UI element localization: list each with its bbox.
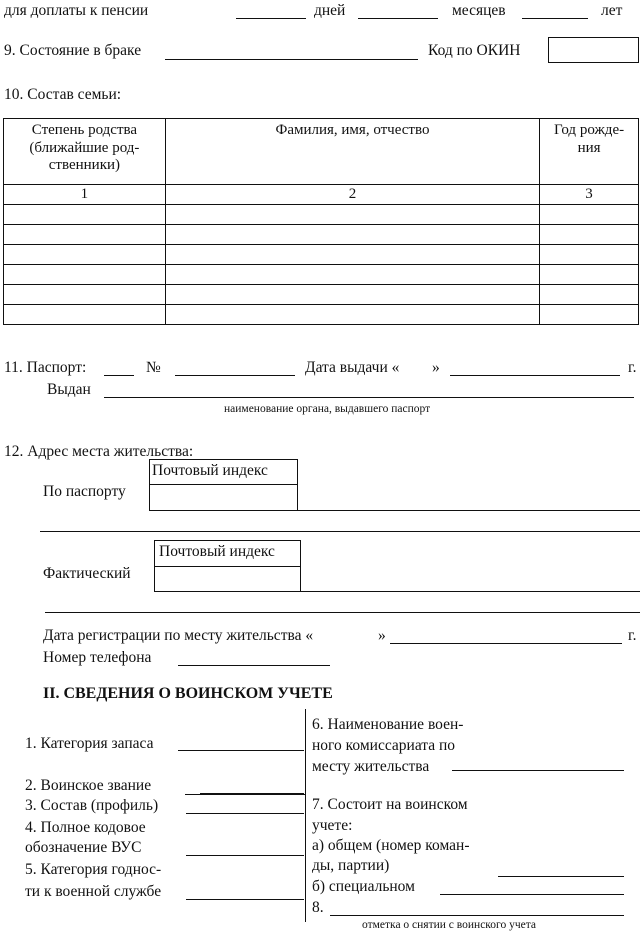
years-field[interactable] xyxy=(522,18,588,19)
military-rank-field[interactable] xyxy=(200,793,304,794)
fitness-label-line1: 5. Категория годнос- xyxy=(25,861,162,878)
section-horizontal-divider xyxy=(185,794,305,795)
postal-index-label: Почтовый индекс xyxy=(159,543,275,560)
postal-index-input-passport[interactable] xyxy=(151,486,296,509)
kinship-header-line: Степень родства xyxy=(31,122,138,138)
commissariat-field[interactable] xyxy=(452,770,624,771)
deregistration-mark-field[interactable] xyxy=(330,915,624,916)
column-number: 2 xyxy=(165,185,539,205)
column-numbers-row xyxy=(4,185,639,205)
phone-field[interactable] xyxy=(178,665,330,666)
fullname-cell[interactable] xyxy=(165,305,539,325)
issue-year-suffix: г. xyxy=(628,359,637,376)
registration-quote-close: » xyxy=(378,627,386,644)
issue-date-quote-close: » xyxy=(432,359,440,376)
kinship-header-line: ственники) xyxy=(48,157,121,174)
actual-address-field[interactable] xyxy=(301,591,640,592)
family-label: 10. Состав семьи: xyxy=(4,86,122,103)
marital-status-field[interactable] xyxy=(165,59,418,60)
kinship-cell[interactable] xyxy=(4,205,166,225)
okin-label: Код по ОКИН xyxy=(428,42,521,59)
table-row xyxy=(4,245,639,265)
family-table xyxy=(3,118,639,325)
birthyear-cell[interactable] xyxy=(540,265,639,285)
issued-by-caption: наименование органа, выдавшего паспорт xyxy=(224,403,431,415)
registration-date-field[interactable] xyxy=(390,643,622,644)
general-registration-field[interactable] xyxy=(498,876,624,877)
months-field[interactable] xyxy=(358,18,438,19)
passport-address-field-line2[interactable] xyxy=(40,531,640,532)
registration-year-suffix: г. xyxy=(628,627,637,644)
issued-by-label: Выдан xyxy=(47,381,91,398)
fullname-header-line: Фамилия, имя, отчество xyxy=(275,122,430,138)
fitness-field[interactable] xyxy=(186,899,304,900)
section-vertical-divider xyxy=(305,709,306,922)
birthyear-cell[interactable] xyxy=(540,205,639,225)
fitness-label-line2: ти к военной службе xyxy=(25,883,162,900)
postal-index-divider xyxy=(149,484,298,485)
table-row xyxy=(4,285,639,305)
okin-code-box[interactable] xyxy=(548,37,639,63)
kinship-cell[interactable] xyxy=(4,265,166,285)
fullname-cell[interactable] xyxy=(165,245,539,265)
commissariat-label-line1: 6. Наименование воен- xyxy=(312,716,464,733)
col-fullname-header xyxy=(165,119,539,185)
column-number: 1 xyxy=(4,185,166,205)
birthyear-cell[interactable] xyxy=(540,245,639,265)
special-registration-label: б) специальном xyxy=(312,878,415,895)
phone-label: Номер телефона xyxy=(43,649,152,666)
birthyear-header-line: ния xyxy=(577,139,601,156)
days-label: дней xyxy=(314,2,346,19)
passport-address-field[interactable] xyxy=(298,510,640,511)
reserve-category-field[interactable] xyxy=(178,750,304,751)
registration-date-label: Дата регистрации по месту жительства « xyxy=(43,627,314,644)
birthyear-cell[interactable] xyxy=(540,225,639,245)
table-row xyxy=(4,225,639,245)
fullname-cell[interactable] xyxy=(165,265,539,285)
kinship-cell[interactable] xyxy=(4,285,166,305)
fullname-cell[interactable] xyxy=(165,285,539,305)
reserve-category-label: 1. Категория запаса xyxy=(25,735,154,752)
actual-address-label: Фактический xyxy=(43,565,131,582)
fullname-cell[interactable] xyxy=(165,205,539,225)
address-label: 12. Адрес места жительства: xyxy=(4,443,194,460)
registration-status-label: 7. Состоит на воинском xyxy=(312,796,468,813)
col-kinship-header xyxy=(4,119,166,185)
birthyear-cell[interactable] xyxy=(540,305,639,325)
postal-index-divider xyxy=(154,566,301,567)
days-field[interactable] xyxy=(236,18,306,19)
commissariat-label-line2: ного комиссариата по xyxy=(312,737,456,754)
postal-index-input-actual[interactable] xyxy=(156,568,299,590)
fullname-cell[interactable] xyxy=(165,225,539,245)
deregistration-caption: отметка о снятии с воинского учета xyxy=(362,919,537,931)
table-row xyxy=(4,205,639,225)
military-rank-label: 2. Воинское звание xyxy=(25,777,152,794)
issued-by-field[interactable] xyxy=(104,397,634,398)
special-registration-field[interactable] xyxy=(440,894,624,895)
postal-index-label: Почтовый индекс xyxy=(152,462,268,479)
profile-label: 3. Состав (профиль) xyxy=(25,797,159,814)
kinship-cell[interactable] xyxy=(4,245,166,265)
passport-number-field[interactable] xyxy=(175,375,295,376)
vus-label-line1: 4. Полное кодовое xyxy=(25,819,146,836)
issue-date-label: Дата выдачи « xyxy=(305,359,400,376)
passport-series-field[interactable] xyxy=(104,375,134,376)
general-registration-label-line2: ды, партии) xyxy=(312,857,390,874)
general-registration-label: а) общем (номер коман- xyxy=(312,837,470,854)
table-row xyxy=(4,305,639,325)
vus-label-line2: обозначение ВУС xyxy=(25,839,142,856)
col-birthyear-header xyxy=(540,119,639,185)
commissariat-label-line3: месту жительства xyxy=(312,758,430,775)
section-military-title: II. СВЕДЕНИЯ О ВОИНСКОМ УЧЕТЕ xyxy=(43,685,333,702)
pension-label: для доплаты к пенсии xyxy=(4,2,149,19)
issue-date-field[interactable] xyxy=(450,375,620,376)
passport-number-sign: № xyxy=(146,359,161,376)
years-label: лет xyxy=(601,2,623,19)
by-passport-label: По паспорту xyxy=(43,483,126,500)
profile-field[interactable] xyxy=(186,813,304,814)
kinship-header-line: (ближайшие род- xyxy=(29,139,140,156)
passport-label: 11. Паспорт: xyxy=(4,359,87,376)
kinship-cell[interactable] xyxy=(4,305,166,325)
marital-status-label: 9. Состояние в браке xyxy=(4,42,142,59)
table-row xyxy=(4,265,639,285)
birthyear-cell[interactable] xyxy=(540,285,639,305)
vus-field[interactable] xyxy=(186,855,304,856)
kinship-cell[interactable] xyxy=(4,225,166,245)
birthyear-header-line: Год рожде- xyxy=(554,122,625,138)
actual-address-field-line2[interactable] xyxy=(45,612,640,613)
months-label: месяцев xyxy=(452,2,506,19)
registration-status-label-line2: учете: xyxy=(312,817,353,834)
item-8-label: 8. xyxy=(312,899,324,916)
column-number: 3 xyxy=(540,185,639,205)
